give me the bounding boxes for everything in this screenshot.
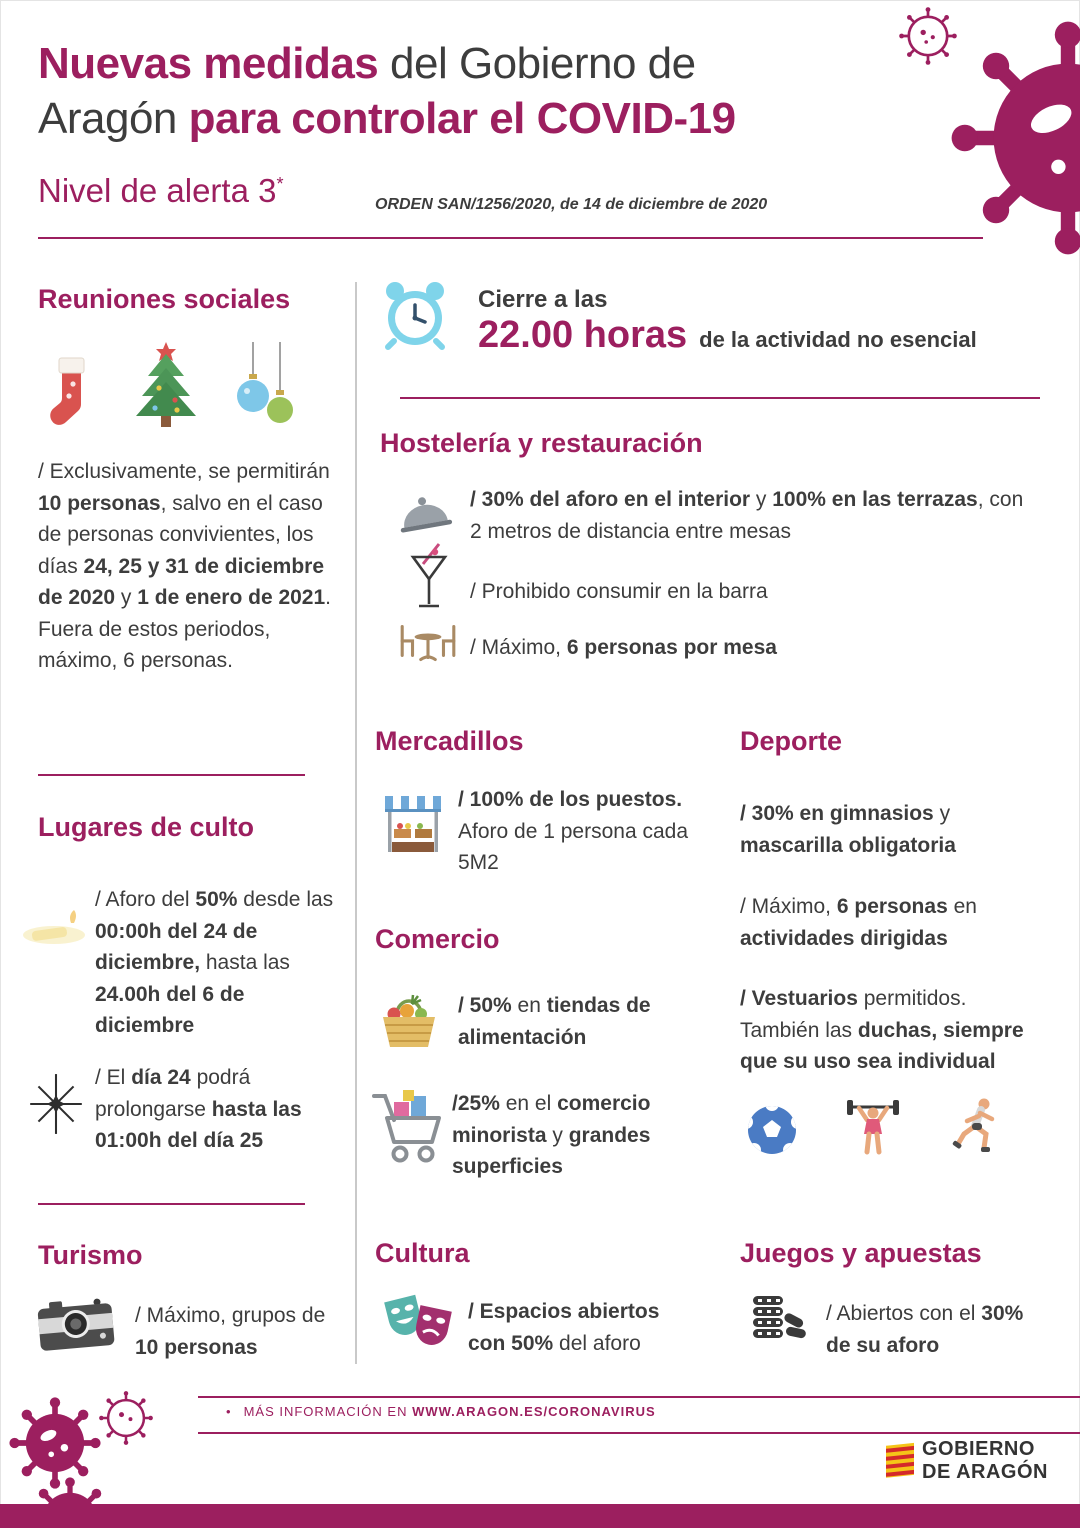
footer-divider-bottom bbox=[198, 1432, 1080, 1434]
alert-level: Nivel de alerta 3* bbox=[38, 172, 284, 209]
soccer-ball-icon bbox=[746, 1104, 798, 1156]
hosteleria-item-1: / 30% del aforo en el interior y 100% en las terrazas, con 2 metros de distancia entre mesas bbox=[470, 488, 1024, 543]
comercio-text-2: /25% en el comercio minorista y grandes superficies bbox=[452, 1092, 651, 1178]
cultura-heading: Cultura bbox=[375, 1238, 470, 1268]
vertical-divider bbox=[355, 282, 357, 1364]
shopping-cart-icon bbox=[370, 1084, 446, 1168]
closing-time: 22.00 horas bbox=[478, 314, 688, 356]
comercio-text-1: / 50% en tiendas de alimentación bbox=[458, 994, 651, 1049]
virus-solid-icon bbox=[948, 18, 1080, 258]
info-url[interactable]: WWW.ARAGON.ES/CORONAVIRUS bbox=[412, 1404, 656, 1419]
header-divider bbox=[38, 237, 983, 239]
juegos-heading: Juegos y apuestas bbox=[740, 1238, 982, 1268]
ornaments-icon bbox=[234, 342, 298, 432]
deporte-text-2: / Máximo, 6 personas en actividades dirigidas bbox=[740, 895, 977, 950]
christmas-icons-row bbox=[40, 338, 298, 432]
hosteleria-heading: Hostelería y restauración bbox=[380, 428, 703, 458]
cierre-divider bbox=[400, 397, 1040, 399]
order-reference: ORDEN SAN/1256/2020, de 14 de diciembre de 2020 bbox=[375, 196, 768, 213]
mercadillos-text: / 100% de los puestos. Aforo de 1 persona cada 5M2 bbox=[458, 788, 688, 874]
closing-intro: Cierre a las bbox=[478, 286, 608, 313]
bottom-bar bbox=[0, 1504, 1080, 1528]
stocking-icon bbox=[40, 352, 98, 432]
left-divider-1 bbox=[38, 774, 305, 776]
footer-divider-top bbox=[198, 1396, 1080, 1398]
hosteleria-item-2: / Prohibido consumir en la barra bbox=[470, 580, 768, 603]
reuniones-text: / Exclusivamente, se permitirán 10 personas, salvo en el caso de personas convivientes, los días 24, 25 y 31 de diciembre de 2020 y 1 de enero de 2021. Fuera de estos periodos, máximo, 6 personas. bbox=[38, 460, 332, 672]
casino-chips-icon bbox=[750, 1288, 806, 1346]
deporte-text-3: / Vestuarios permitidos. También las duchas, siempre que su uso sea individual bbox=[740, 987, 1024, 1073]
more-info-text: MÁS INFORMACIÓN EN WWW.ARAGON.ES/CORONAVIRUS bbox=[243, 1404, 656, 1419]
deporte-text-1: / 30% en gimnasios y mascarilla obligatoria bbox=[740, 802, 956, 857]
sports-icons-row bbox=[746, 1096, 1002, 1156]
turismo-text: / Máximo, grupos de 10 personas bbox=[135, 1304, 326, 1359]
market-stall-icon bbox=[382, 790, 444, 858]
more-info-line bbox=[226, 1404, 656, 1419]
hosteleria-item-3: / Máximo, 6 personas por mesa bbox=[470, 636, 777, 659]
star-icon bbox=[26, 1072, 86, 1136]
candle-icon bbox=[18, 905, 90, 953]
alarm-clock-icon bbox=[382, 278, 448, 350]
reuniones-heading: Reuniones sociales bbox=[38, 284, 291, 314]
closing-suffix: de la actividad no esencial bbox=[699, 327, 977, 352]
page-title: Nuevas medidas del Gobierno de Aragón para controlar el COVID-19 bbox=[38, 39, 736, 144]
lugares-heading: Lugares de culto bbox=[38, 812, 255, 842]
christmas-tree-icon bbox=[128, 338, 204, 432]
comercio-heading: Comercio bbox=[375, 924, 500, 954]
deporte-heading: Deporte bbox=[740, 726, 843, 756]
weightlifter-icon bbox=[844, 1096, 902, 1156]
juegos-text: / Abiertos con el 30% de su aforo bbox=[826, 1302, 1024, 1357]
gobierno-line1: GOBIERNO bbox=[922, 1438, 1035, 1460]
left-divider-2 bbox=[38, 1203, 305, 1205]
mercadillos-heading: Mercadillos bbox=[375, 726, 524, 756]
lugares-text-1: / Aforo del 50% desde las 00:00h del 24 de diciembre, hasta las 24.00h del 6 de diciembre bbox=[95, 888, 334, 1037]
turismo-heading: Turismo bbox=[38, 1240, 143, 1270]
theater-masks-icon bbox=[380, 1290, 456, 1356]
aragon-flag-icon bbox=[884, 1438, 916, 1482]
cocktail-icon bbox=[410, 542, 448, 616]
virus-outline-icon bbox=[98, 1390, 154, 1446]
table-chairs-icon bbox=[396, 620, 460, 664]
bullet: • bbox=[226, 1404, 232, 1419]
cloche-icon bbox=[396, 488, 454, 538]
cultura-text: / Espacios abiertos con 50% del aforo bbox=[468, 1300, 660, 1355]
gobierno-logo-text bbox=[922, 1438, 1048, 1484]
food-basket-icon bbox=[376, 984, 442, 1052]
camera-icon bbox=[36, 1292, 116, 1354]
lugares-text-2: / El día 24 podrá prolongarse hasta las 01:00h del día 25 bbox=[95, 1066, 302, 1152]
gobierno-line2: DE ARAGÓN bbox=[922, 1461, 1048, 1483]
closing-time-section bbox=[478, 286, 977, 357]
runner-icon bbox=[948, 1096, 1002, 1156]
